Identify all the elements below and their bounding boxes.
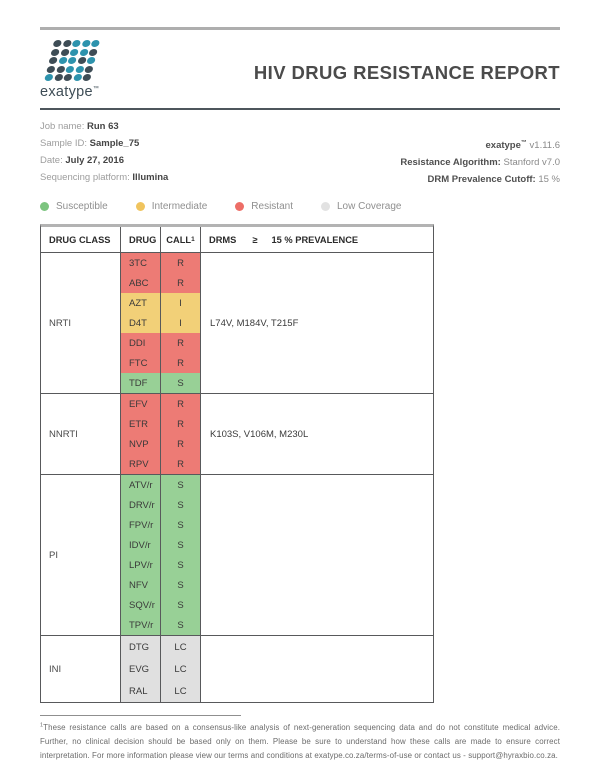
call-cell: R	[161, 273, 200, 293]
drug-class-group-INI	[41, 636, 433, 702]
logo-dot	[79, 49, 89, 56]
meta-right	[400, 135, 560, 188]
logo-dot	[86, 57, 96, 64]
logo-dot	[54, 74, 64, 81]
drug-cell: ABC	[121, 273, 160, 293]
logo-dot	[50, 49, 60, 56]
logo-dot	[62, 40, 72, 47]
drug-cell: ATV/r	[121, 475, 160, 495]
drms-cell	[201, 636, 433, 702]
meta-left	[40, 118, 168, 188]
drug-column	[121, 253, 161, 393]
call-cell: S	[161, 555, 200, 575]
drug-class-cell: NRTI	[41, 253, 121, 393]
drug-cell: AZT	[121, 293, 160, 313]
call-column	[161, 253, 201, 393]
legend-dot-icon	[235, 202, 244, 211]
call-cell: R	[161, 454, 200, 474]
call-cell: S	[161, 373, 200, 393]
drug-cell: RAL	[121, 680, 160, 702]
logo-dot	[56, 66, 66, 73]
call-cell: S	[161, 515, 200, 535]
meta-algorithm: Resistance Algorithm: Stanford v7.0	[400, 157, 560, 169]
drug-class-cell: INI	[41, 636, 121, 702]
logo-dot	[73, 74, 83, 81]
logo-dot	[65, 66, 75, 73]
meta-date: Date: July 27, 2016	[40, 155, 124, 166]
call-cell: S	[161, 595, 200, 615]
exatype-logo	[40, 40, 160, 100]
call-cell: I	[161, 313, 200, 333]
drug-cell: D4T	[121, 313, 160, 333]
drug-cell: DRV/r	[121, 495, 160, 515]
logo-dot-row	[52, 40, 170, 47]
drug-class-group-NRTI	[41, 253, 433, 394]
call-cell: LC	[161, 680, 200, 702]
logo-dot	[52, 40, 62, 47]
resistance-table	[40, 224, 434, 703]
drug-cell: NFV	[121, 575, 160, 595]
exatype-logo-dots	[44, 40, 170, 81]
legend-dot-icon	[40, 202, 49, 211]
header-drug: DRUG	[121, 227, 161, 252]
footnote-divider	[40, 715, 241, 716]
drms-cell	[201, 475, 433, 635]
drug-cell: EVG	[121, 658, 160, 680]
legend	[40, 201, 560, 212]
logo-dot	[71, 40, 81, 47]
drug-class-cell: PI	[41, 475, 121, 635]
page-title: HIV DRUG RESISTANCE REPORT	[253, 62, 560, 83]
drug-cell: NVP	[121, 434, 160, 454]
call-cell: LC	[161, 658, 200, 680]
drug-class-group-NNRTI	[41, 394, 433, 475]
legend-dot-icon	[136, 202, 145, 211]
logo-dot	[58, 57, 68, 64]
meta-cutoff: DRM Prevalence Cutoff: 15 %	[427, 174, 560, 186]
meta-job-name: Job name: Run 63	[40, 121, 119, 132]
legend-item-susceptible	[40, 201, 108, 212]
trademark-symbol: ™	[520, 140, 527, 146]
logo-dot	[81, 40, 91, 47]
header-call: CALL 1	[161, 227, 201, 252]
header-drug-class: DRUG CLASS	[41, 227, 121, 252]
legend-label: Resistant	[251, 201, 293, 213]
drms-cell: L74V, M184V, T215F	[210, 317, 299, 329]
exatype-wordmark	[40, 84, 160, 100]
footnote-marker: 1	[40, 722, 44, 729]
call-cell: R	[161, 333, 200, 353]
call-cell: I	[161, 293, 200, 313]
drug-cell: DTG	[121, 636, 160, 658]
meta-version: exatype™ v1.11.6	[485, 140, 560, 152]
legend-label: Susceptible	[56, 201, 108, 213]
drug-class-cell: NNRTI	[41, 394, 121, 474]
report-header	[40, 0, 560, 100]
gte-symbol: ≥	[252, 234, 258, 245]
brand-text: exatype	[40, 84, 93, 100]
page-top-rule	[40, 27, 560, 30]
call-cell: LC	[161, 636, 200, 658]
legend-item-low-coverage	[321, 201, 401, 212]
drug-cell: SQV/r	[121, 595, 160, 615]
drug-column	[121, 475, 161, 635]
drug-class-group-PI	[41, 475, 433, 636]
logo-dot	[88, 49, 98, 56]
drms-cell: K103S, V106M, M230L	[210, 428, 309, 440]
drug-column	[121, 394, 161, 474]
logo-dot-row	[46, 66, 164, 73]
call-column	[161, 475, 201, 635]
call-cell: R	[161, 434, 200, 454]
meta-sequencing-platform: Sequencing platform: Illumina	[40, 172, 169, 183]
table-body	[41, 253, 433, 702]
footnote-text: These resistance calls are based on a consensus-like analysis of next-generation sequencing data and do not constitute medical advice. Further, no clinical decision should be based only on them. Please be sure to understand how these calls are made to ensure correct interpretation. For more information please view our terms and conditions at exatype.co.za/terms-of-use or contact us - support@hyraxbio.co.za.	[40, 723, 560, 761]
footnote	[40, 721, 560, 763]
call-cell: R	[161, 353, 200, 373]
drug-cell: LPV/r	[121, 555, 160, 575]
call-cell: S	[161, 575, 200, 595]
drug-cell: FTC	[121, 353, 160, 373]
meta-sample-id: Sample ID: Sample_75	[40, 138, 140, 149]
call-cell: S	[161, 535, 200, 555]
legend-item-intermediate	[136, 201, 208, 212]
trademark-symbol: ™	[92, 86, 100, 93]
call-cell: R	[161, 394, 200, 414]
logo-dot	[90, 40, 100, 47]
legend-dot-icon	[321, 202, 330, 211]
call-cell: S	[161, 495, 200, 515]
logo-dot	[84, 66, 94, 73]
logo-dot-row	[44, 74, 162, 81]
table-header-row	[41, 227, 433, 253]
logo-dot	[67, 57, 77, 64]
drug-cell: FPV/r	[121, 515, 160, 535]
logo-dot	[69, 49, 79, 56]
drug-cell: TDF	[121, 373, 160, 393]
logo-dot	[82, 74, 92, 81]
call-cell: S	[161, 615, 200, 635]
call-column	[161, 394, 201, 474]
call-cell: R	[161, 253, 200, 273]
header-divider	[40, 108, 560, 110]
logo-dot	[77, 57, 87, 64]
drug-column	[121, 636, 161, 702]
legend-label: Low Coverage	[336, 201, 402, 213]
logo-dot-row	[48, 57, 166, 64]
logo-dot	[46, 66, 56, 73]
call-cell: S	[161, 475, 200, 495]
call-column	[161, 636, 201, 702]
call-cell: R	[161, 414, 200, 434]
meta-section	[40, 118, 560, 188]
drug-cell: DDI	[121, 333, 160, 353]
logo-dot	[48, 57, 58, 64]
legend-item-resistant	[235, 201, 293, 212]
logo-dot	[63, 74, 73, 81]
logo-dot	[75, 66, 85, 73]
drug-cell: EFV	[121, 394, 160, 414]
header-drms: DRMS ≥ 15 % PREVALENCE	[209, 234, 359, 245]
drug-cell: ETR	[121, 414, 160, 434]
call-footnote-marker: 1	[191, 236, 195, 244]
legend-label: Intermediate	[151, 201, 208, 213]
drug-cell: TPV/r	[121, 615, 160, 635]
logo-dot	[60, 49, 70, 56]
logo-dot-row	[50, 49, 168, 56]
drug-cell: IDV/r	[121, 535, 160, 555]
logo-dot	[44, 74, 54, 81]
drug-cell: 3TC	[121, 253, 160, 273]
drug-cell: RPV	[121, 454, 160, 474]
